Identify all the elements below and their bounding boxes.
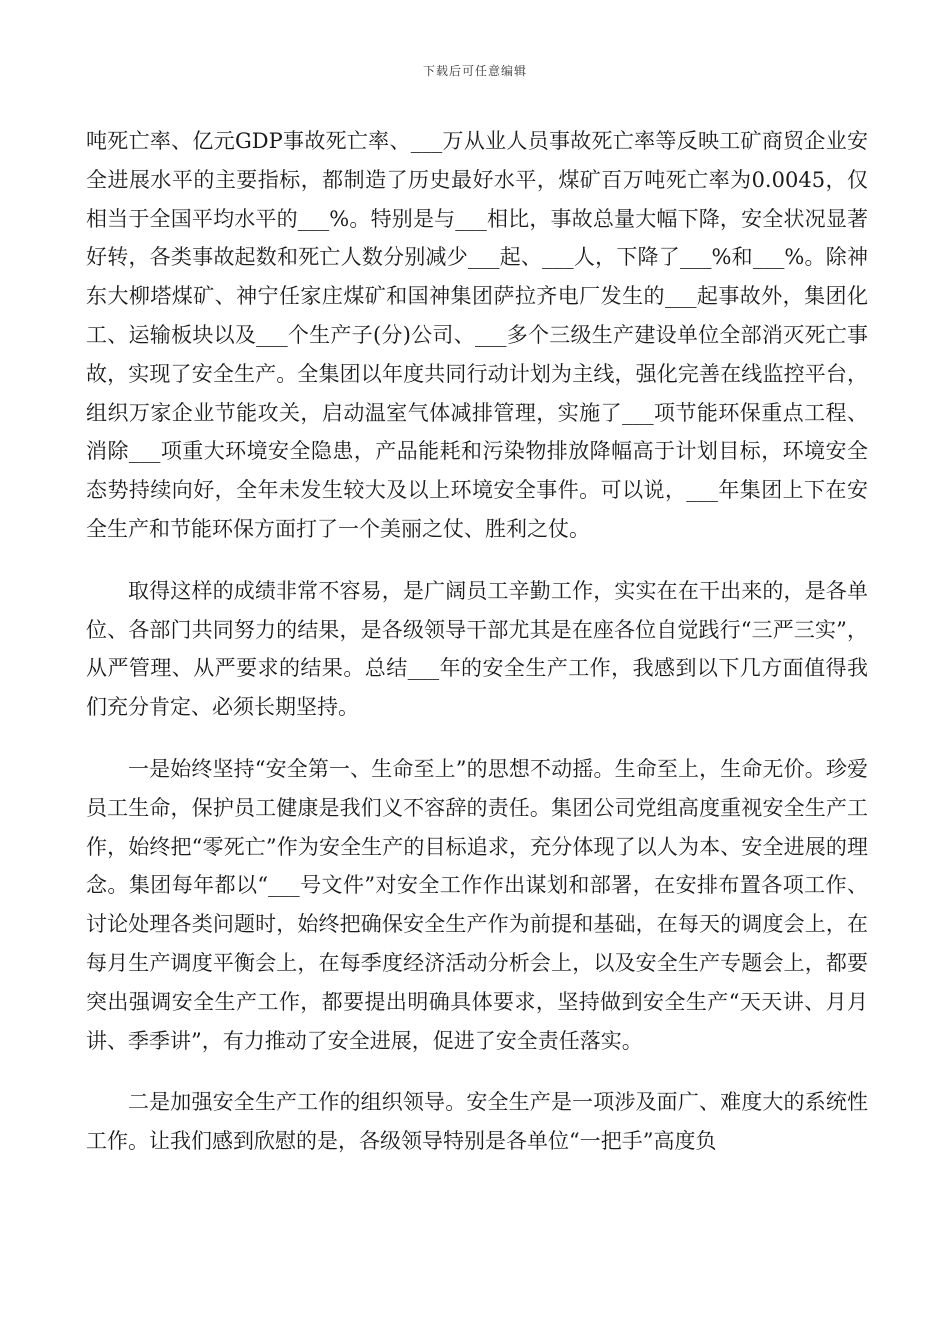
paragraph-point-one: 一是始终坚持“安全第一、生命至上”的思想不动摇。生命至上，生命无价。珍爱员工生命，保护员工健康是我们义不容辞的责任。集团公司党组高度重视安全生产工作，始终把“零死亡”作为安全生产的目标追求，充分体现了以人为本、安全进展的理念。集团每年都以“___号文件”对安全工作作出谋划和部署，在安排布置各项工作、讨论处理各类问题时，始终把确保安全生产作为前提和基础，在每天的调度会上，在每月生产调度平衡会上，在每季度经济活动分析会上，以及安全生产专题会上，都要突出强调安全生产工作，都要提出明确具体要求，坚持做到安全生产“天天讲、月月讲、季季讲”，有力推动了安全进展，促进了安全责任落实。	[86, 756, 868, 1053]
paragraph-point-two: 二是加强安全生产工作的组织领导。安全生产是一项涉及面广、难度大的系统性工作。让我们感到欣慰的是，各级领导特别是各单位“一把手”高度负	[86, 1090, 868, 1154]
paragraph-continued: 吨死亡率、亿元GDP事故死亡率、___万从业人员事故死亡率等反映工矿商贸企业安全进展水平的主要指标，都制造了历史最好水平，煤矿百万吨死亡率为0.0045，仅相当于全国平均水平的___%。特别是与___相比，事故总量大幅下降，安全状况显著好转，各类事故起数和死亡人数分别减少___起、___人，下降了___%和___%。除神东大柳塔煤矿、神宁任家庄煤矿和国神集团萨拉齐电厂发生的___起事故外，集团化工、运输板块以及___个生产子(分)公司、___多个三级生产建设单位全部消灭死亡事故，实现了安全生产。全集团以年度共同行动计划为主线，强化完善在线监控平台，组织万家企业节能攻关，启动温室气体减排管理，实施了___项节能环保重点工程、消除___项重大环境安全隐患，产品能耗和污染物排放降幅高于计划目标，环境安全态势持续向好，全年未发生较大及以上环境安全事件。可以说，___年集团上下在安全生产和节能环保方面打了一个美丽之仗、胜利之仗。	[86, 129, 868, 541]
document-body	[86, 122, 868, 1161]
paragraph-achievements: 取得这样的成绩非常不容易，是广阔员工辛勤工作，实实在在干出来的，是各单位、各部门共同努力的结果，是各级领导干部尤其是在座各位自觉践行“三严三实”，从严管理、从严要求的结果。总结___年的安全生产工作，我感到以下几方面值得我们充分肯定、必须长期坚持。	[86, 578, 868, 720]
page-header: 下载后可任意编辑	[422, 64, 527, 78]
